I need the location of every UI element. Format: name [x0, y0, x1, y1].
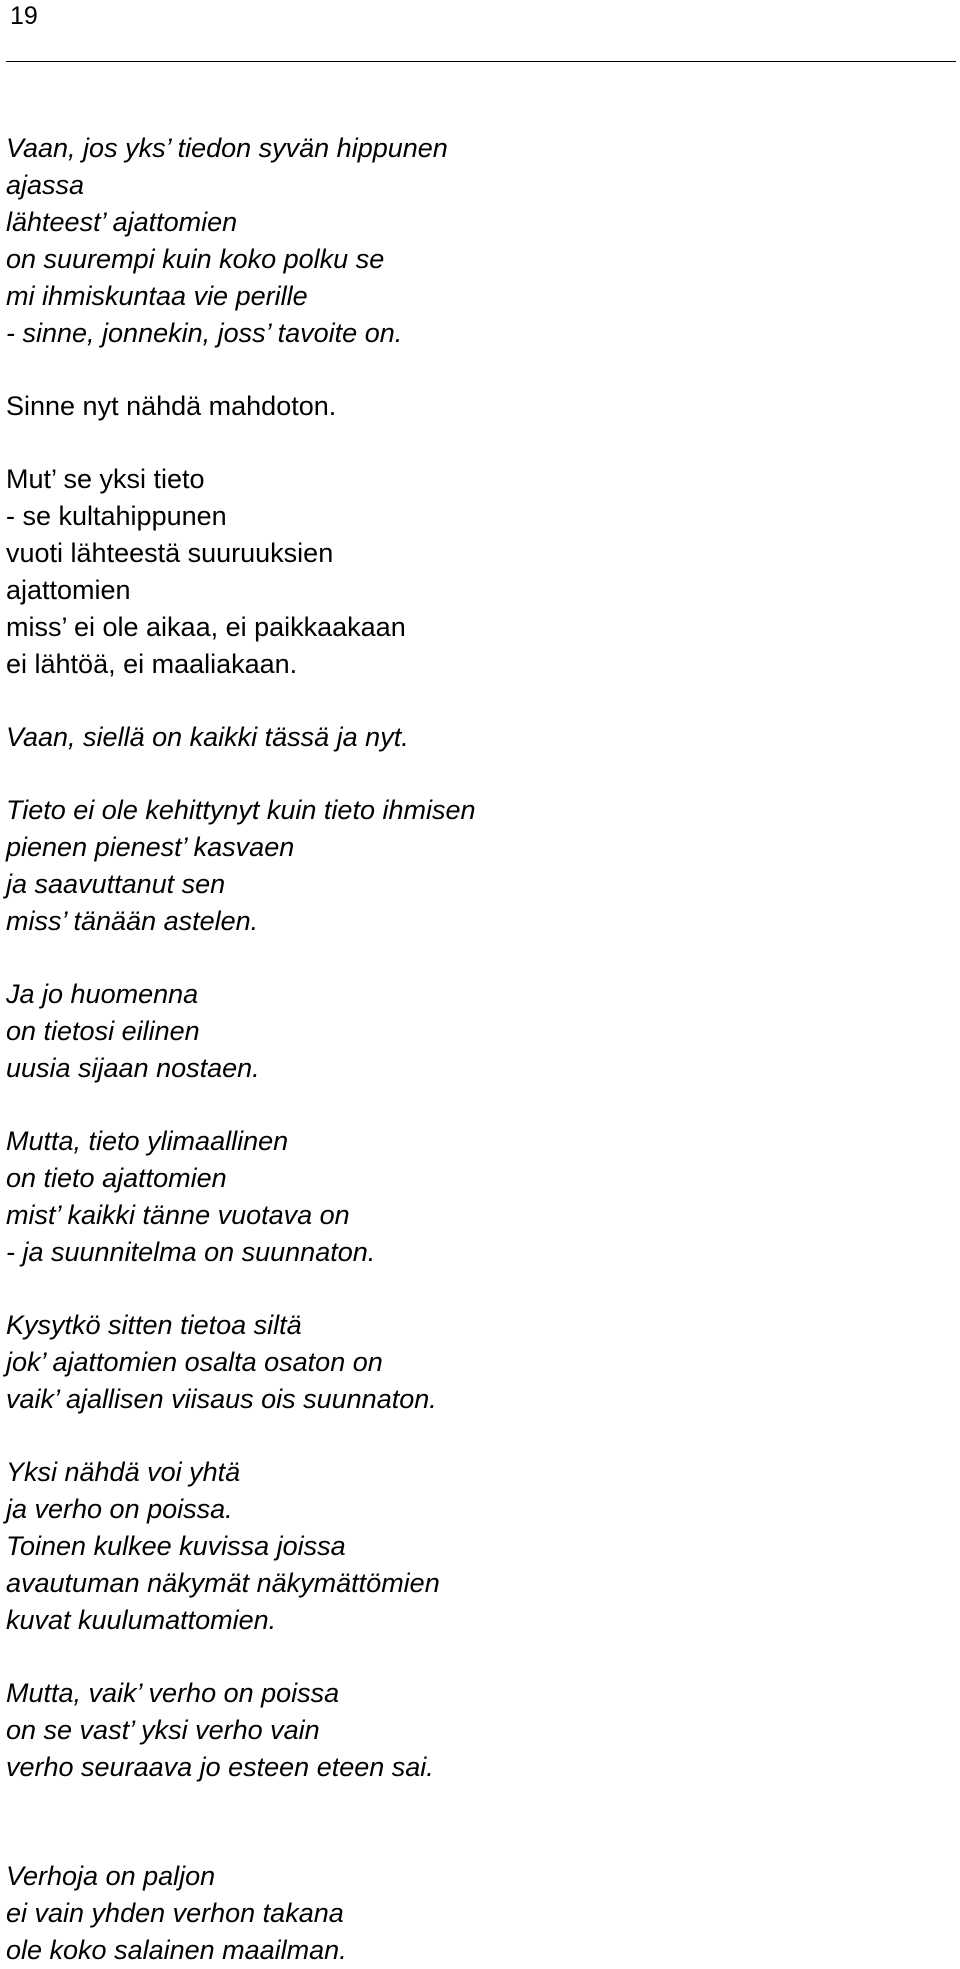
stanza-4 — [6, 719, 946, 756]
stanza-gap — [6, 1418, 946, 1454]
poem-line: verho seuraava jo esteen eteen sai. — [6, 1752, 434, 1782]
poem-line: ja verho on poissa. — [6, 1494, 233, 1524]
page-number: 19 — [10, 2, 38, 30]
poem-line: miss’ tänään astelen. — [6, 906, 259, 936]
header-rule — [6, 61, 956, 62]
stanza-2 — [6, 388, 946, 425]
stanza-gap — [6, 940, 946, 976]
poem — [6, 130, 946, 1969]
poem-line: on suurempi kuin koko polku se — [6, 244, 385, 274]
poem-line: uusia sijaan nostaen. — [6, 1053, 260, 1083]
stanza-7 — [6, 1123, 946, 1271]
stanza-gap — [6, 1786, 946, 1858]
stanza-1 — [6, 130, 946, 352]
poem-line: on tieto ajattomien — [6, 1163, 227, 1193]
poem-line: ja saavuttanut sen — [6, 869, 226, 899]
poem-line: ole koko salainen maailman. — [6, 1935, 347, 1965]
poem-line: Tieto ei ole kehittynyt kuin tieto ihmisen — [6, 795, 476, 825]
stanza-gap — [6, 1087, 946, 1123]
poem-line: on se vast’ yksi verho vain — [6, 1715, 320, 1745]
poem-line: - se kultahippunen — [6, 501, 227, 531]
poem-line: Kysytkö sitten tietoa siltä — [6, 1310, 302, 1340]
poem-line: ajattomien — [6, 575, 131, 605]
poem-line: Vaan, jos yks’ tiedon syvän hippunen — [6, 133, 448, 163]
stanza-gap — [6, 683, 946, 719]
stanza-3 — [6, 461, 946, 683]
poem-line: kuvat kuulumattomien. — [6, 1605, 277, 1635]
poem-line: Mutta, vaik’ verho on poissa — [6, 1678, 340, 1708]
stanza-gap — [6, 425, 946, 461]
poem-line: Toinen kulkee kuvissa joissa — [6, 1531, 346, 1561]
poem-line: pienen pienest’ kasvaen — [6, 832, 295, 862]
poem-line: Mut’ se yksi tieto — [6, 464, 205, 494]
stanza-gap — [6, 1271, 946, 1307]
stanza-9 — [6, 1454, 946, 1639]
poem-line: Verhoja on paljon — [6, 1861, 216, 1891]
stanza-10 — [6, 1675, 946, 1786]
poem-line: Mutta, tieto ylimaallinen — [6, 1126, 289, 1156]
poem-line: jok’ ajattomien osalta osaton on — [6, 1347, 383, 1377]
poem-line: mist’ kaikki tänne vuotava on — [6, 1200, 350, 1230]
stanza-gap — [6, 352, 946, 388]
poem-line: avautuman näkymät näkymättömien — [6, 1568, 440, 1598]
poem-line: Ja jo huomenna — [6, 979, 199, 1009]
poem-line: ei vain yhden verhon takana — [6, 1898, 344, 1928]
poem-line: Vaan, siellä on kaikki tässä ja nyt. — [6, 722, 409, 752]
poem-line: mi ihmiskuntaa vie perille — [6, 281, 308, 311]
poem-line: lähteest’ ajattomien — [6, 207, 238, 237]
stanza-5 — [6, 792, 946, 940]
stanza-6 — [6, 976, 946, 1087]
stanza-gap — [6, 1639, 946, 1675]
poem-line: ei lähtöä, ei maaliakaan. — [6, 649, 298, 679]
poem-line: vuoti lähteestä suuruuksien — [6, 538, 334, 568]
poem-line: vaik’ ajallisen viisaus ois suunnaton. — [6, 1384, 437, 1414]
poem-line: - ja suunnitelma on suunnaton. — [6, 1237, 376, 1267]
poem-line: - sinne, jonnekin, joss’ tavoite on. — [6, 318, 403, 348]
poem-line: miss’ ei ole aikaa, ei paikkaakaan — [6, 612, 406, 642]
poem-line: ajassa — [6, 170, 85, 200]
stanza-8 — [6, 1307, 946, 1418]
poem-line: Sinne nyt nähdä mahdoton. — [6, 391, 337, 421]
poem-line: on tietosi eilinen — [6, 1016, 200, 1046]
poem-line: Yksi nähdä voi yhtä — [6, 1457, 241, 1487]
stanza-gap — [6, 756, 946, 792]
stanza-11 — [6, 1858, 946, 1969]
